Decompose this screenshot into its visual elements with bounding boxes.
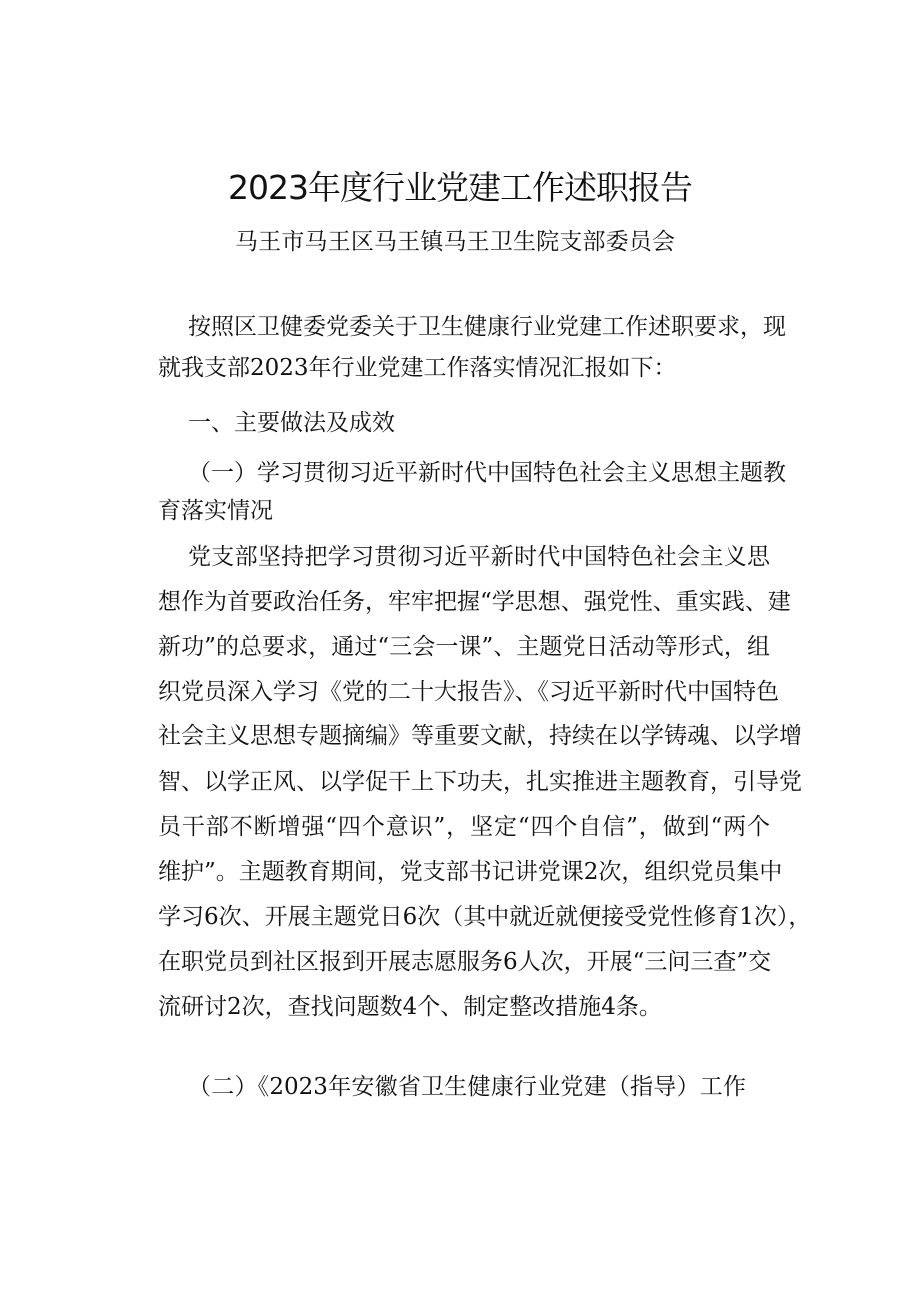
document-title: 2023年度行业党建工作述职报告 bbox=[228, 168, 692, 207]
body-line: 流研讨2次，查找问题数4个、制定整改措施4条。 bbox=[158, 994, 662, 1020]
body-line: 想作为首要政治任务，牢牢把握“学思想、强党性、重实践、建 bbox=[158, 589, 791, 615]
body-line: 新功”的总要求，通过“三会一课”、主题党日活动等形式，组 bbox=[158, 634, 770, 660]
body-line: 在职党员到社区报到开展志愿服务6人次，开展“三问三查”交 bbox=[158, 949, 772, 975]
intro-line: 就我支部2023年行业党建工作落实情况汇报如下： bbox=[158, 355, 677, 381]
body-line: 社会主义思想专题摘编》等重要文献，持续在以学铸魂、以学增 bbox=[158, 723, 802, 749]
body-line: 学习6次、开展主题党日6次（其中就近就便接受党性修育1次）， bbox=[158, 904, 812, 930]
intro-line: 按照区卫健委党委关于卫生健康行业党建工作述职要求，现 bbox=[188, 314, 786, 340]
body-line: 员干部不断增强“四个意识”，坚定“四个自信”，做到“两个 bbox=[158, 814, 770, 840]
body-line: 智、以学正风、以学促干上下功夫，扎实推进主题教育，引导党 bbox=[158, 769, 802, 795]
body-line: 党支部坚持把学习贯彻习近平新时代中国特色社会主义思 bbox=[188, 544, 770, 570]
body-line: 维护”。主题教育期间，党支部书记讲党课2次，组织党员集中 bbox=[158, 859, 783, 885]
section1-title: 育落实情况 bbox=[158, 498, 273, 524]
section1-title: （一）学习贯彻习近平新时代中国特色社会主义思想主题教 bbox=[188, 460, 786, 486]
document-subtitle: 马王市马王区马王镇马王卫生院支部委员会 bbox=[235, 229, 675, 255]
body-line: 织党员深入学习《党的二十大报告》、《习近平新时代中国特色 bbox=[158, 679, 779, 705]
heading-1: 一、主要做法及成效 bbox=[188, 410, 395, 436]
section2-title: （二）《2023年安徽省卫生健康行业党建（指导）工作 bbox=[188, 1074, 746, 1100]
